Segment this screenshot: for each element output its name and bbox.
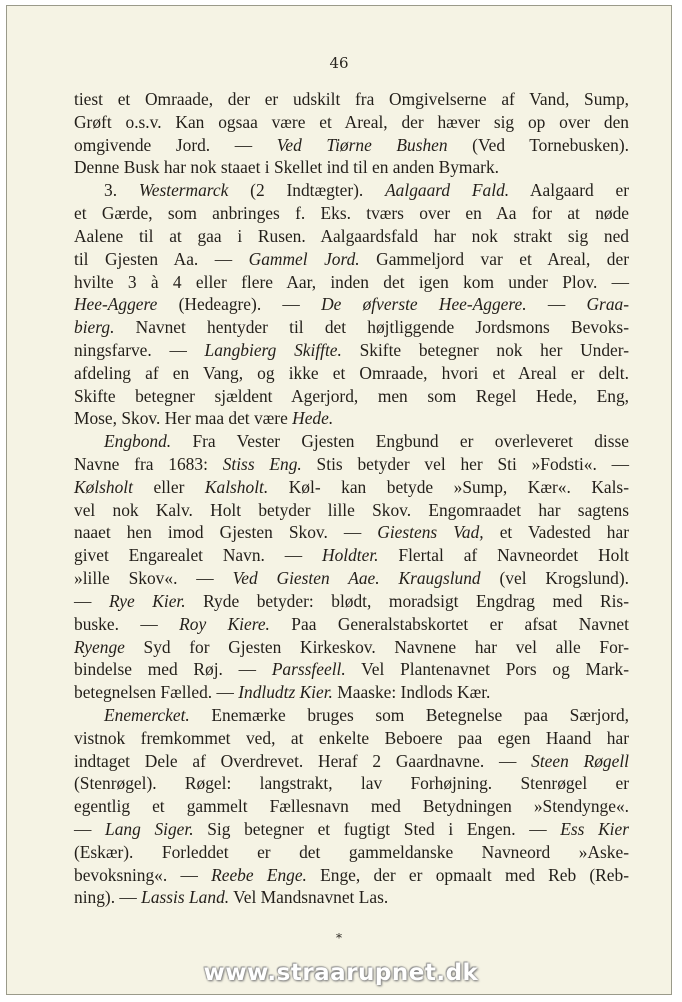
text-line bbox=[74, 864, 629, 887]
text-line bbox=[74, 88, 629, 111]
text-line bbox=[74, 704, 629, 727]
text-run: Vel Plantenavnet Pors og Mark- bbox=[345, 659, 629, 680]
text-run: (2 Indtægter). bbox=[228, 180, 386, 201]
text-line bbox=[74, 499, 629, 522]
italic-place-name: Stiss Eng. bbox=[222, 454, 302, 474]
text-run: Vel Mandsnavnet Las. bbox=[229, 887, 389, 908]
text-line bbox=[74, 453, 629, 476]
italic-place-name: Ess Kier bbox=[560, 819, 630, 839]
italic-place-name: Westermarck bbox=[138, 180, 229, 201]
text-line bbox=[74, 772, 629, 795]
italic-place-name: Gammel Jord. bbox=[248, 248, 360, 269]
text-line bbox=[74, 385, 629, 408]
italic-place-name: Parssfeell. bbox=[271, 659, 346, 680]
italic-place-name: Rye Kier. bbox=[108, 590, 186, 611]
text-line bbox=[74, 316, 629, 339]
text-run: betegnelsen Fælled. — bbox=[74, 682, 239, 703]
italic-place-name: Langbierg Skiffte. bbox=[204, 339, 342, 360]
text-line bbox=[74, 225, 629, 248]
text-run: Navne fra 1683: bbox=[74, 454, 223, 474]
text-line bbox=[74, 681, 629, 704]
text-run: til Gjesten Aa. — bbox=[74, 248, 249, 269]
text-line bbox=[74, 590, 629, 613]
text-line bbox=[74, 818, 629, 841]
italic-place-name: Hee-Aggere bbox=[74, 294, 158, 315]
text-line bbox=[74, 567, 629, 590]
text-run: (vel Krogslund). bbox=[480, 568, 629, 589]
italic-place-name: Ryenge bbox=[74, 636, 125, 657]
text-run: vistnok fremkommet ved, at enkelte Beboere paa egen Haand har bbox=[74, 727, 629, 748]
text-line bbox=[74, 841, 629, 864]
text-run: Maaske: Indlods Kær. bbox=[332, 682, 491, 703]
text-line bbox=[74, 636, 629, 659]
text-run: givet Engarealet Navn. — bbox=[74, 545, 323, 566]
section-asterisk: * bbox=[336, 931, 342, 945]
text-run: omgivende Jord. — bbox=[74, 134, 277, 155]
text-run: Navnet hentyder til det højtliggende Jordsmons Bevoks- bbox=[114, 317, 629, 338]
text-run: Ryde betyder: blødt, moradsigt Engdrag med Ris- bbox=[185, 590, 629, 611]
text-run: eller bbox=[132, 476, 205, 497]
italic-place-name: Kølsholt bbox=[74, 476, 133, 497]
text-run: Aalgaard er bbox=[509, 180, 630, 201]
text-line bbox=[74, 248, 629, 271]
text-line bbox=[74, 293, 629, 316]
text-line bbox=[74, 179, 629, 202]
italic-place-name: bierg. bbox=[74, 317, 115, 338]
text-line bbox=[74, 476, 629, 499]
text-run: Denne Busk har nok staaet i Skellet ind til en anden Bymark. bbox=[74, 157, 500, 178]
text-line bbox=[74, 727, 629, 750]
text-run: egentlig et gammelt Fællesnavn med Betydningen »Stendynge«. bbox=[74, 796, 629, 817]
watermark: www.straarupnet.dk bbox=[203, 960, 479, 986]
text-run: Stis betyder vel her Sti »Fodsti«. — bbox=[301, 454, 629, 474]
text-line bbox=[74, 134, 629, 157]
text-run: Mose, Skov. Her maa det være bbox=[74, 408, 293, 429]
italic-place-name: Aalgaard Fald. bbox=[385, 180, 510, 201]
text-line bbox=[74, 795, 629, 818]
text-run: Paa Generalstabskortet er afsat Navnet bbox=[269, 613, 629, 634]
italic-place-name: Lang Siger. bbox=[105, 819, 194, 839]
text-run: Flertal af Navneordet Holt bbox=[378, 545, 629, 566]
text-line bbox=[74, 430, 629, 453]
text-run: — bbox=[526, 294, 587, 315]
italic-place-name: Holdter. bbox=[322, 545, 379, 566]
text-line bbox=[74, 750, 629, 773]
text-run: afdeling af en Vang, og ikke et Omraade, hvori et Areal er delt. bbox=[74, 362, 629, 383]
text-run: Sig betegner et fugtigt Sted i Engen. — bbox=[193, 819, 561, 839]
text-line bbox=[74, 658, 629, 681]
italic-place-name: Lassis Land. bbox=[141, 887, 230, 908]
italic-place-name: Enemercket. bbox=[104, 704, 190, 725]
text-run: Aalene til at gaa i Rusen. Aalgaardsfald har nok strakt sig ned bbox=[74, 225, 629, 246]
body-text bbox=[74, 88, 629, 909]
text-run: — bbox=[74, 819, 106, 839]
text-run: Syd for Gjesten Kirkeskov. Navnene har vel alle For- bbox=[124, 636, 629, 657]
text-line bbox=[74, 271, 629, 294]
text-run: bindelse med Røj. — bbox=[74, 659, 272, 680]
text-run: vel nok Kalv. Holt betyder lille Skov. Engomraadet har sagtens bbox=[74, 499, 629, 520]
text-run: Skifte betegner sjældent Agerjord, men som Regel Hede, Eng, bbox=[74, 385, 629, 406]
text-run: ningsfarve. — bbox=[74, 339, 205, 360]
text-run: bevoksning«. — bbox=[74, 864, 212, 885]
text-run: Skifte betegner nok her Under- bbox=[341, 339, 629, 360]
text-run: Grøft o.s.v. Kan ogsaa være et Areal, der hæver sig op over den bbox=[74, 111, 629, 132]
text-line bbox=[74, 407, 629, 430]
page-number: 46 bbox=[329, 54, 349, 72]
text-run: et Gærde, som anbringes f. Eks. tværs over en Aa for at nøde bbox=[74, 203, 629, 224]
text-run: Enemærke bruges som Betegnelse paa Særjord, bbox=[189, 704, 629, 725]
italic-place-name: Reebe Enge. bbox=[211, 864, 307, 885]
italic-place-name: Ved Tiørne Bushen bbox=[276, 134, 448, 155]
text-run: 3. bbox=[104, 180, 139, 201]
text-run: Fra Vester Gjesten Engbund er overleveret disse bbox=[171, 431, 629, 452]
book-page bbox=[6, 5, 672, 995]
italic-place-name: Engbond. bbox=[104, 431, 172, 452]
text-line bbox=[74, 202, 629, 225]
text-run: Enge, der er opmaalt med Reb (Reb- bbox=[306, 864, 629, 885]
text-run: »lille Skov«. — bbox=[74, 568, 233, 589]
text-run: ning). — bbox=[74, 887, 142, 908]
text-run: — bbox=[74, 590, 109, 611]
italic-place-name: Steen Røgell bbox=[531, 750, 629, 771]
italic-place-name: Graa- bbox=[586, 294, 630, 315]
text-run: Køl- kan betyde »Sump, Kær«. Kals- bbox=[268, 476, 629, 497]
italic-place-name: Giestens Vad, bbox=[377, 522, 484, 543]
text-run: Gammeljord var et Areal, der bbox=[359, 248, 629, 269]
text-run: hvilte 3 à 4 eller flere Aar, inden det igen kom under Plov. — bbox=[74, 271, 629, 292]
text-line bbox=[74, 362, 629, 385]
text-line bbox=[74, 544, 629, 567]
text-run: et Vadested har bbox=[483, 522, 629, 543]
text-line bbox=[74, 521, 629, 544]
text-run: indtaget Dele af Overdrevet. Heraf 2 Gaardnavne. — bbox=[74, 750, 532, 771]
text-line bbox=[74, 886, 629, 909]
text-run: buske. — bbox=[74, 613, 180, 634]
text-run: (Ved Tornebusken). bbox=[447, 134, 629, 155]
text-run: (Hedeagre). — bbox=[157, 294, 322, 315]
text-run: (Eskær). Forleddet er det gammeldanske Navneord »Aske- bbox=[74, 841, 629, 862]
italic-place-name: Roy Kiere. bbox=[179, 613, 270, 634]
text-run: tiest et Omraade, der er udskilt fra Omgivelserne af Vand, Sump, bbox=[74, 89, 629, 109]
text-line bbox=[74, 156, 629, 179]
text-line bbox=[74, 111, 629, 134]
text-line bbox=[74, 339, 629, 362]
italic-place-name: Ved Giesten Aae. Kraugslund bbox=[232, 568, 481, 589]
italic-place-name: Hede. bbox=[292, 408, 334, 429]
text-run: (Stenrøgel). Røgel: langstrakt, lav Forhøjning. Stenrøgel er bbox=[74, 773, 629, 794]
text-line bbox=[74, 613, 629, 636]
italic-place-name: Kalsholt. bbox=[204, 476, 269, 497]
text-run: naaet hen imod Gjesten Skov. — bbox=[74, 522, 378, 543]
italic-place-name: De øfverste Hee-Aggere. bbox=[321, 294, 527, 315]
italic-place-name: Indludtz Kier. bbox=[238, 682, 333, 703]
